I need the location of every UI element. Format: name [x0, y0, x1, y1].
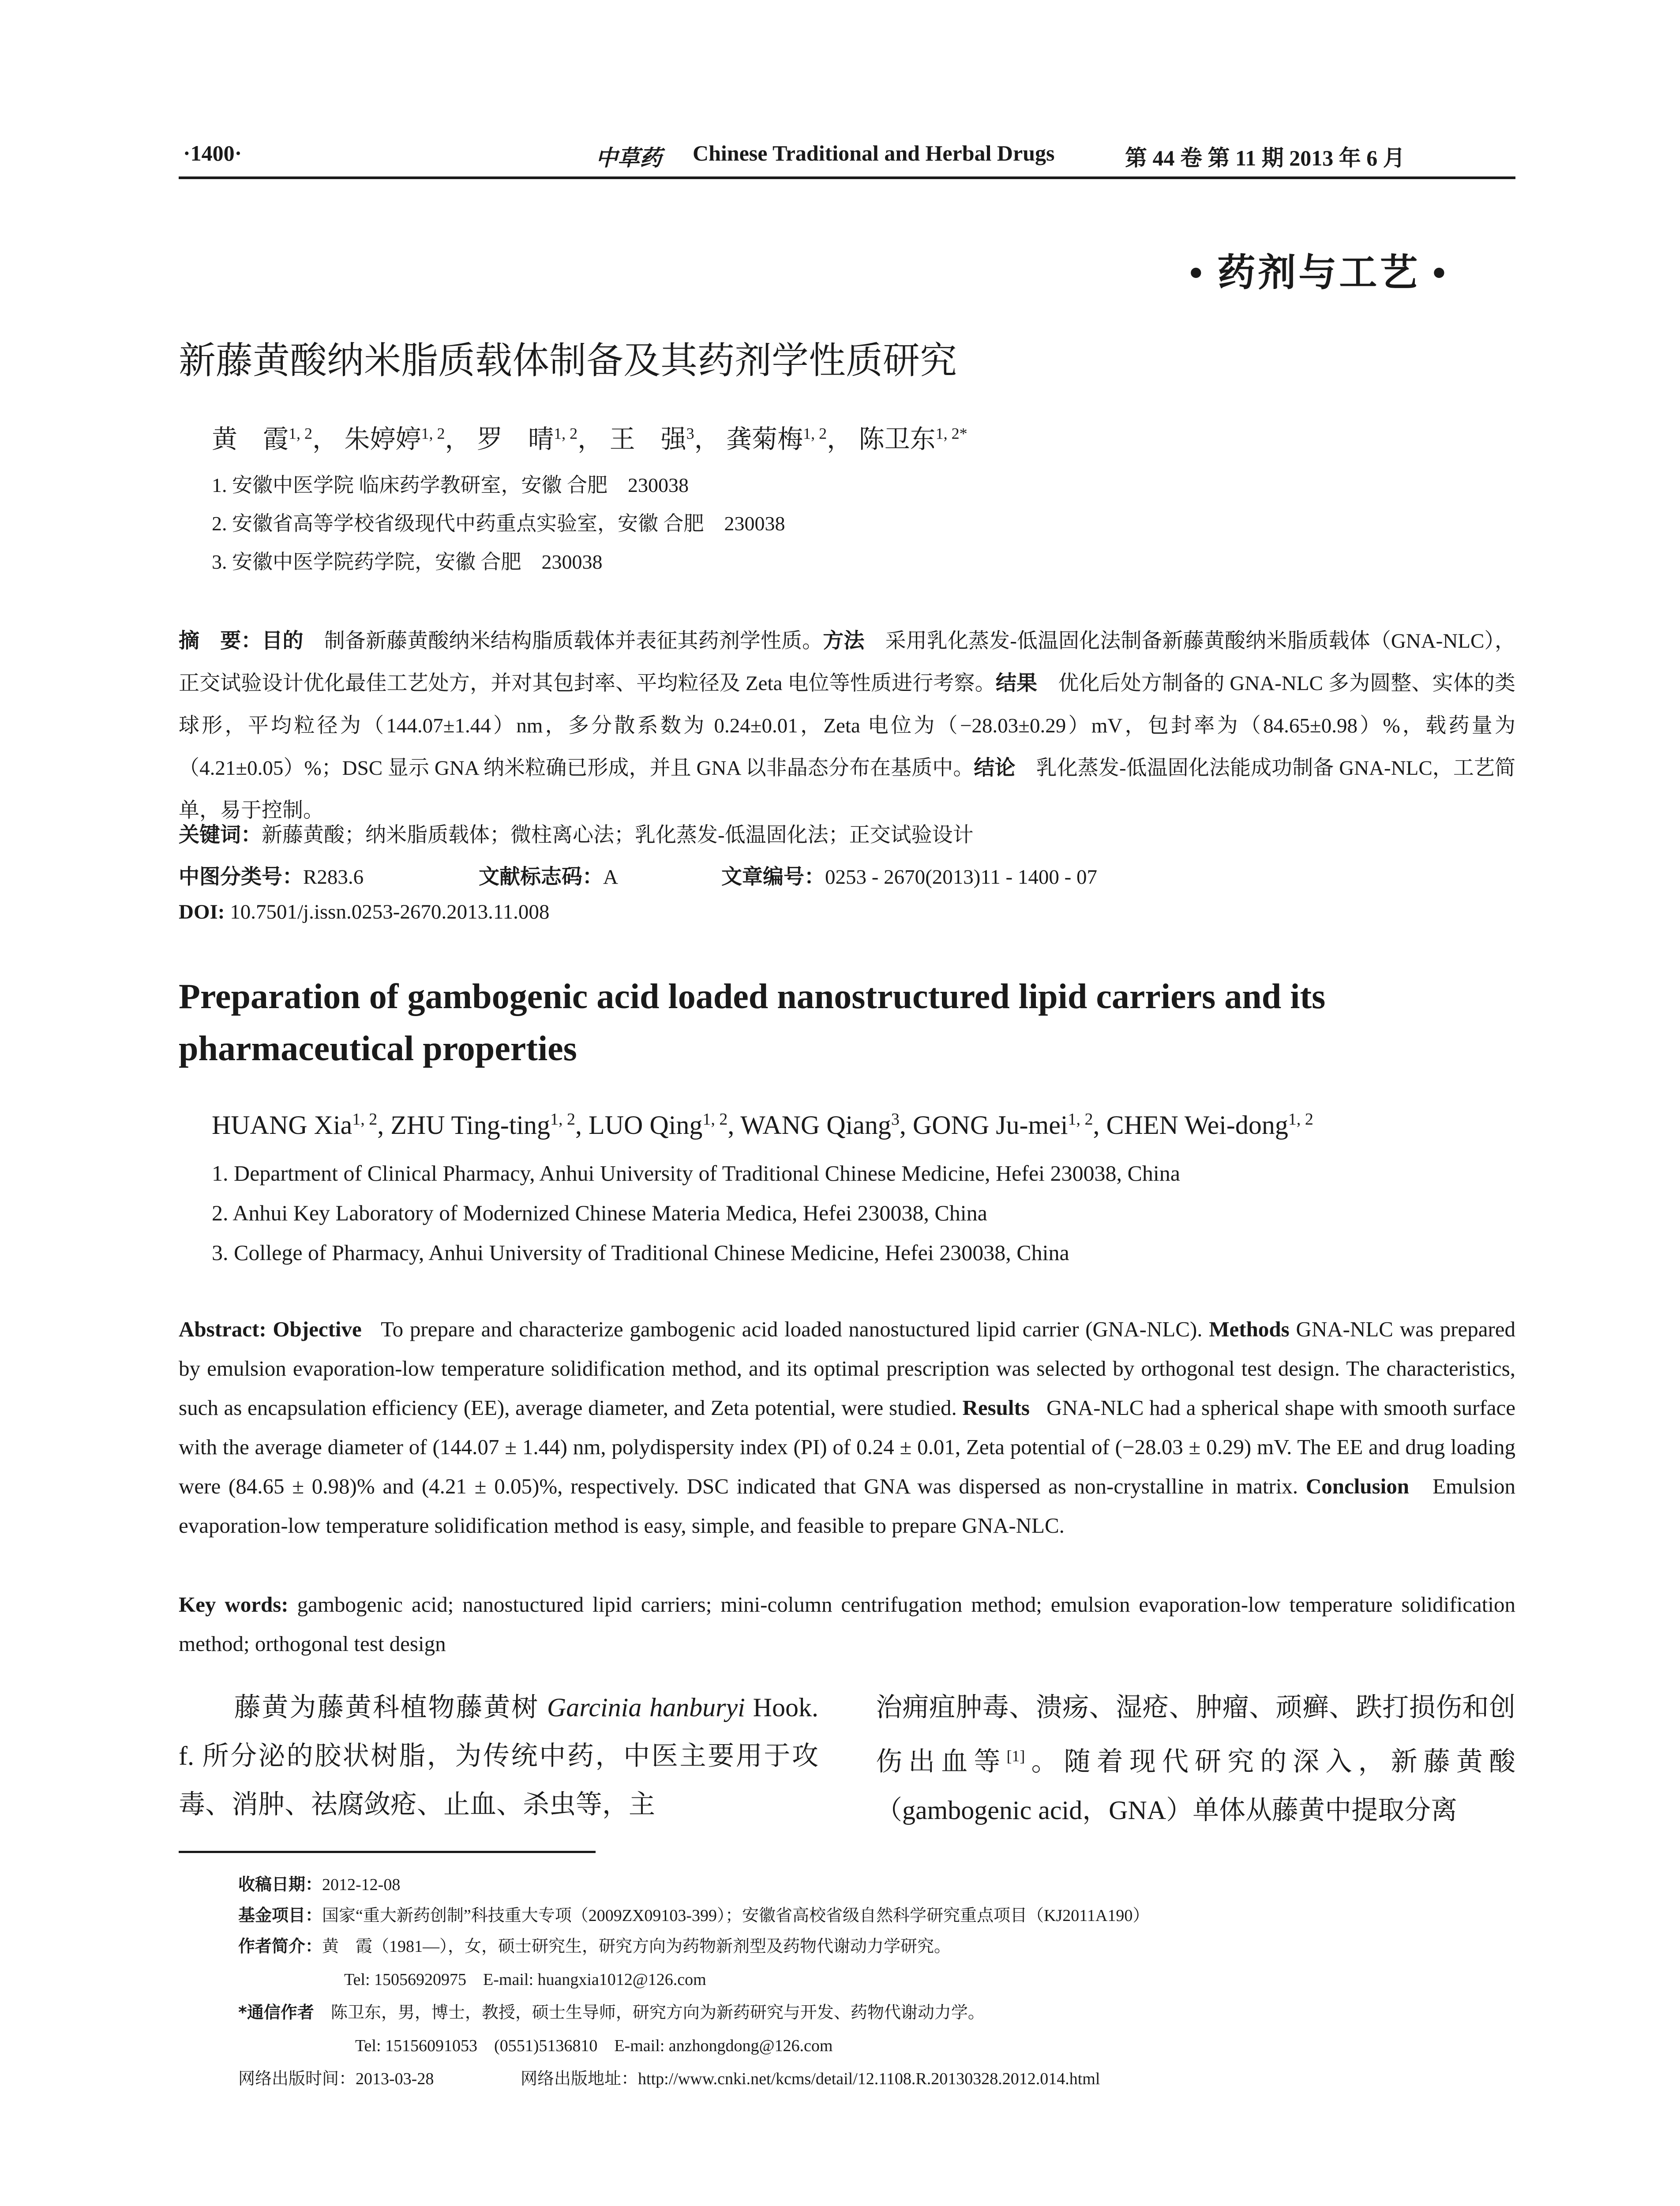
author-name-en: CHEN Wei-dong — [1106, 1111, 1288, 1140]
author-affiliation-mark: 1, 2 — [1068, 1110, 1093, 1129]
author-name: 朱婷婷 — [344, 425, 421, 454]
journal-name-en: Chinese Traditional and Herbal Drugs — [693, 141, 1055, 165]
methods-text-en: GNA-NLC was prepared by emulsion evaporation-low temperature solidification method, and its optimal prescription was selected by orthogonal test design. The characteristics, such as encapsulation efficiency (EE), average diameter, and Zeta potential, were studied. — [179, 1317, 1516, 1420]
footnote-online-url — [521, 2065, 1100, 2089]
issue-info: 第 44 卷 第 11 期 2013 年 6 月 — [1125, 146, 1405, 170]
article-number — [721, 860, 1097, 890]
methods-label-en: Methods — [1209, 1317, 1290, 1341]
affiliation-en: 1. Department of Clinical Pharmacy, Anhui University of Traditional Chinese Medicine, Hefei 230038, China — [212, 1161, 1180, 1186]
affiliation-en: 3. College of Pharmacy, Anhui University of Traditional Chinese Medicine, Hefei 230038, China — [212, 1240, 1069, 1265]
objective-text: 制备新藤黄酸纳米结构脂质载体并表征其药剂学性质。 — [324, 630, 823, 653]
objective-text-en: To prepare and characterize gambogenic acid loaded nanostuctured lipid carrier (GNA-NLC). — [381, 1317, 1203, 1341]
objective-label-en: Objective — [273, 1317, 362, 1341]
keywords-label: 关键词： — [179, 823, 262, 847]
author-affiliation-mark: 1, 2 — [1288, 1110, 1313, 1129]
keywords-en — [179, 1585, 1515, 1663]
abstract-cn — [179, 620, 1515, 832]
author-affiliation-mark: 1, 2 — [352, 1110, 378, 1129]
affiliation-cn: 1. 安徽中医学院 临床药学教研室，安徽 合肥 230038 — [212, 474, 689, 496]
affiliation-cn: 3. 安徽中医学院药学院，安徽 合肥 230038 — [212, 551, 603, 573]
methods-label: 方法 — [823, 629, 865, 653]
online-time: 2013-03-28 — [356, 2070, 434, 2088]
footnote-online-time — [238, 2065, 434, 2089]
abstract-label: 摘 要： — [179, 629, 262, 653]
header-rule — [179, 176, 1515, 179]
results-text: 优化后处方制备的 GNA-NLC 多为圆整、实体的类球形，平均粒径为（144.07±1.44）nm，多分散系数为 0.24±0.01，Zeta 电位为（−28.03±0.29）mV，包封率为（84.65±0.98）%，载药量为（4.21±0.05）%；DSC 显示 GNA 纳米粒确已形成，并且 GNA 以非晶态分布在基质中。 — [179, 672, 1516, 780]
author-affiliation-mark: 1, 2 — [421, 424, 445, 443]
body-text: 治痈疽肿毒、溃疡、湿疮、肿瘤、顽癣、跌打损伤和创伤出血等 — [876, 1693, 1515, 1776]
author-name: 龚菊梅 — [726, 425, 803, 454]
body-column-left — [179, 1683, 818, 1829]
page-number: ·1400· — [183, 141, 242, 165]
article-title-cn: 新藤黄酸纳米脂质载体制备及其药剂学性质研究 — [179, 339, 957, 382]
online-time-label: 网络出版时间： — [238, 2070, 356, 2088]
results-text-en: GNA-NLC had a spherical shape with smooth surface with the average diameter of (144.07 ± 1.44) nm, polydispersity index (PI) of 0.24 ± 0.01, Zeta potential of (−28.03 ± 0.29) mV. The EE and drug loading were (84.65 ± 0.98)% and (4.21 ± 0.05)%, respectively. DSC indicated that GNA was dispersed as non-crystalline in matrix. — [179, 1396, 1516, 1498]
author-list-cn: 黄 霞$^{1, 2}$， 朱婷婷$^{1, 2}$， 罗 晴$^{1, 2}$， 王 强$^3$， 龚菊梅$^{1, 2}$， 陈卫东$^{1, 2*}$ — [212, 424, 968, 454]
author-name-en: GONG Ju-mei — [912, 1111, 1068, 1140]
clc-value: R283.6 — [303, 866, 364, 889]
conclusion-label-en: Conclusion — [1305, 1474, 1410, 1498]
objective-label: 目的 — [262, 629, 304, 653]
affiliation-cn: 2. 安徽省高等学校省级现代中药重点实验室，安徽 合肥 230038 — [212, 512, 785, 535]
doi-value: 10.7501/j.issn.0253-2670.2013.11.008 — [230, 900, 550, 923]
keywords-cn — [179, 818, 974, 848]
author-bio-label: 作者简介： — [238, 1936, 322, 1956]
document-code-value: A — [603, 866, 618, 889]
footnote-author-bio — [238, 1932, 951, 1957]
doi — [179, 900, 549, 924]
online-url: http://www.cnki.net/kcms/detail/12.1108.R.20130328.2012.014.html — [638, 2070, 1100, 2088]
fund-text: 国家“重大新药创制”科技重大专项（2009ZX09103-399）；安徽省高校省级自然科学研究重点项目（KJ2011A190） — [322, 1906, 1150, 1925]
keywords-text: 新藤黄酸；纳米脂质载体；微柱离心法；乳化蒸发-低温固化法；正交试验设计 — [262, 824, 974, 847]
abstract-label-en: Abstract: — [179, 1317, 266, 1341]
body-column-right — [876, 1683, 1515, 1835]
methods-text: 采用乳化蒸发-低温固化法制备新藤黄酸纳米脂质载体（GNA-NLC），正交试验设计优化最佳工艺处方，并对其包封率、平均粒径及 Zeta 电位等性质进行考察。 — [179, 630, 1516, 695]
author-name: 罗 晴 — [477, 425, 554, 454]
received-date: 2012-12-08 — [322, 1876, 401, 1894]
results-label: 结果 — [995, 671, 1038, 695]
author-name: 王 强 — [609, 425, 686, 454]
author-affiliation-mark: 1, 2 — [289, 424, 313, 443]
received-label: 收稿日期： — [238, 1875, 322, 1894]
conclusion-text-en: Emulsion evaporation-low temperature solidification method is easy, simple, and feasible to prepare GNA-NLC. — [179, 1474, 1516, 1538]
abstract-en — [179, 1309, 1515, 1545]
article-number-value: 0253 - 2670(2013)11 - 1400 - 07 — [825, 866, 1098, 889]
author-name-en: HUANG Xia — [212, 1111, 352, 1140]
corresponding-contact: Tel: 15156091053 (0551)5136810 E-mail: anzhongdong@126.com — [355, 2037, 833, 2055]
doi-label: DOI: — [179, 900, 225, 923]
author-contact: Tel: 15056920975 E-mail: huangxia1012@126.com — [344, 1970, 706, 1989]
body-paragraph — [876, 1683, 1515, 1835]
author-name: 黄 霞 — [212, 425, 289, 454]
results-label-en: Results — [962, 1396, 1030, 1420]
author-affiliation-mark: 1, 2 — [550, 1110, 576, 1129]
fund-label: 基金项目： — [238, 1906, 322, 1925]
clc-number — [179, 860, 364, 890]
keywords-text-en: gambogenic acid; nanostuctured lipid carriers; mini-column centrifugation method; emulsion evaporation-low temperature solidification method; orthogonal test design — [179, 1592, 1515, 1656]
body-text: Hook. f. 所分泌的胶状树脂，为传统中药，中医主要用于攻毒、消肿、祛腐敛疮、止血、杀虫等，主 — [179, 1693, 819, 1819]
author-affiliation-mark: 3 — [686, 424, 694, 443]
author-name-en: ZHU Ting-ting — [390, 1111, 551, 1140]
article-title-en: Preparation of gambogenic acid loaded nanostructured lipid carriers and its pharmaceutical properties — [179, 977, 1326, 1068]
footnote-rule — [179, 1851, 596, 1853]
section-label: • 药剂与工艺 • — [1189, 251, 1448, 294]
running-header — [179, 140, 1515, 180]
corresponding-label: *通信作者 — [238, 2003, 314, 2022]
corresponding-text: 陈卫东，男，博士，教授，硕士生导师，研究方向为新药研究与开发、药物代谢动力学。 — [330, 2003, 985, 2022]
article-number-label: 文章编号： — [721, 865, 825, 889]
online-url-label: 网络出版地址： — [521, 2070, 638, 2088]
body-text: 。随着现代研究的深入，新藤黄酸（gambogenic acid，GNA）单体从藤黄中提取分离 — [876, 1747, 1516, 1825]
conclusion-text: 乳化蒸发-低温固化法能成功制备 GNA-NLC，工艺简单，易于控制。 — [179, 757, 1516, 822]
affiliation-en: 2. Anhui Key Laboratory of Modernized Chinese Materia Medica, Hefei 230038, China — [212, 1201, 987, 1225]
species-name: Garcinia hanburyi — [547, 1693, 745, 1722]
footnote-received — [238, 1871, 400, 1895]
journal-name-cn: 中草药 — [596, 146, 662, 170]
author-affiliation-mark: 1, 2* — [935, 424, 968, 443]
author-affiliation-mark: 3 — [891, 1110, 900, 1129]
body-paragraph — [179, 1683, 818, 1829]
document-code — [479, 860, 618, 890]
clc-label: 中图分类号： — [179, 865, 303, 889]
author-name-en: WANG Qiang — [740, 1111, 891, 1140]
footnote-fund — [238, 1902, 1149, 1926]
conclusion-label: 结论 — [974, 756, 1016, 780]
keywords-label-en: Key words: — [179, 1592, 289, 1617]
author-affiliation-mark: 1, 2 — [803, 424, 827, 443]
body-text: 藤黄为藤黄科植物藤黄树 — [234, 1693, 547, 1722]
author-name-en: LUO Qing — [589, 1111, 703, 1140]
author-name: 陈卫东 — [859, 425, 936, 454]
author-bio-text: 黄 霞（1981—），女，硕士研究生，研究方向为药物新剂型及药物代谢动力学研究。 — [322, 1937, 951, 1956]
author-affiliation-mark: 1, 2 — [554, 424, 578, 443]
citation-ref: [1] — [1006, 1747, 1025, 1765]
document-code-label: 文献标志码： — [479, 865, 603, 889]
author-affiliation-mark: 1, 2 — [702, 1110, 728, 1129]
author-list-en: HUANG Xia$^{1, 2}$, ZHU Ting-ting$^{1, 2}$, LUO Qing$^{1, 2}$, WANG Qiang$^3$, GONG Ju-mei$^{1, 2}$, CHEN Wei-dong$^{1, 2}$ — [212, 1110, 1313, 1140]
footnote-corresponding-author — [238, 1999, 985, 2023]
